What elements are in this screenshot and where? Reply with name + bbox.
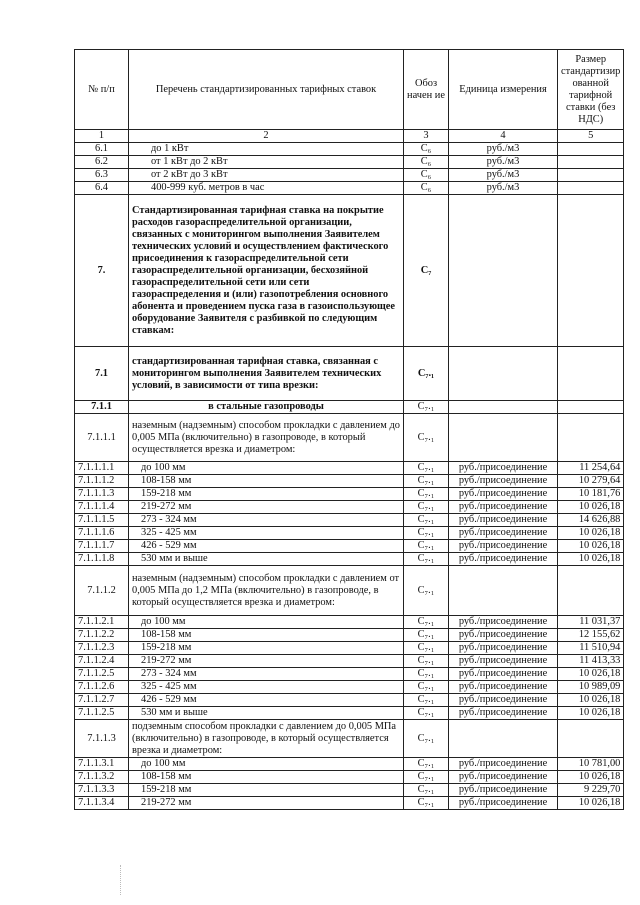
- row-unit: [449, 720, 558, 758]
- row-description: до 100 мм: [129, 462, 404, 475]
- table-row: [75, 553, 624, 566]
- row-number: 7.1.1.2.7: [75, 694, 129, 707]
- table-row: [75, 347, 624, 401]
- row-rate: 10 026,18: [558, 771, 624, 784]
- row-description: 159-218 мм: [129, 488, 404, 501]
- row-number: 7.1.1.3.2: [75, 771, 129, 784]
- row-unit: [449, 414, 558, 462]
- row-rate: 11 031,37: [558, 616, 624, 629]
- row-rate: 10 026,18: [558, 797, 624, 810]
- header-name: Перечень стандартизированных тарифных ставок: [129, 50, 404, 130]
- row-unit: руб./присоединение: [449, 668, 558, 681]
- header-code: Обоз начен ие: [404, 50, 449, 130]
- row-number: 7.1: [75, 347, 129, 401]
- margin-mark: [120, 865, 122, 895]
- table-row: [75, 616, 624, 629]
- table-row: [75, 642, 624, 655]
- row-unit: руб./присоединение: [449, 475, 558, 488]
- numbering-cell: 2: [129, 130, 404, 143]
- table-row: [75, 143, 624, 156]
- row-unit: руб./м3: [449, 182, 558, 195]
- row-number: 7.1.1.2.3: [75, 642, 129, 655]
- table-row: [75, 527, 624, 540]
- table-row: [75, 566, 624, 616]
- row-code: C₇.₁: [404, 720, 449, 758]
- row-number: 6.3: [75, 169, 129, 182]
- row-description: 219-272 мм: [129, 797, 404, 810]
- table-row: [75, 694, 624, 707]
- row-code: C₇.₁: [404, 681, 449, 694]
- table-row: [75, 182, 624, 195]
- row-rate: 10 026,18: [558, 540, 624, 553]
- row-rate: 10 181,76: [558, 488, 624, 501]
- row-unit: руб./присоединение: [449, 707, 558, 720]
- row-description: 530 мм и выше: [129, 707, 404, 720]
- row-number: 7.1.1.1.3: [75, 488, 129, 501]
- row-rate: [558, 156, 624, 169]
- row-number: 7.: [75, 195, 129, 347]
- row-unit: руб./присоединение: [449, 771, 558, 784]
- row-rate: [558, 720, 624, 758]
- row-unit: руб./присоединение: [449, 797, 558, 810]
- row-description: 400-999 куб. метров в час: [129, 182, 404, 195]
- row-number: 6.4: [75, 182, 129, 195]
- table-row: [75, 462, 624, 475]
- row-number: 7.1.1.1.4: [75, 501, 129, 514]
- row-unit: руб./присоединение: [449, 629, 558, 642]
- row-unit: руб./присоединение: [449, 758, 558, 771]
- numbering-cell: 3: [404, 130, 449, 143]
- row-description: до 100 мм: [129, 616, 404, 629]
- row-code: C₇.₁: [404, 514, 449, 527]
- table-row: [75, 514, 624, 527]
- numbering-cell: 4: [449, 130, 558, 143]
- row-code: C₇.₁: [404, 475, 449, 488]
- row-description: 108-158 мм: [129, 771, 404, 784]
- row-number: 7.1.1.1.8: [75, 553, 129, 566]
- row-number: 7.1.1.1.6: [75, 527, 129, 540]
- row-description: 159-218 мм: [129, 642, 404, 655]
- row-rate: 10 781,00: [558, 758, 624, 771]
- row-number: 6.1: [75, 143, 129, 156]
- table-row: [75, 758, 624, 771]
- row-description: 426 - 529 мм: [129, 694, 404, 707]
- row-unit: [449, 195, 558, 347]
- row-rate: [558, 414, 624, 462]
- row-unit: руб./присоединение: [449, 553, 558, 566]
- row-code: C₇.₁: [404, 501, 449, 514]
- row-unit: руб./присоединение: [449, 501, 558, 514]
- row-rate: 14 626,88: [558, 514, 624, 527]
- header-rate: Размер стандартизир ованной тарифной ставки (без НДС): [558, 50, 624, 130]
- row-rate: [558, 143, 624, 156]
- row-rate: [558, 195, 624, 347]
- row-description: от 2 кВт до 3 кВт: [129, 169, 404, 182]
- row-number: 7.1.1.1.1: [75, 462, 129, 475]
- table-row: [75, 488, 624, 501]
- row-number: 7.1.1.1.7: [75, 540, 129, 553]
- table-row: [75, 771, 624, 784]
- table-row: [75, 784, 624, 797]
- row-code: C₇: [404, 195, 449, 347]
- row-unit: руб./присоединение: [449, 655, 558, 668]
- row-unit: руб./м3: [449, 169, 558, 182]
- table-header-row: [75, 50, 624, 130]
- row-description: Стандартизированная тарифная ставка на покрытие расходов газораспределительной организации, связанных с мониторингом выполнения Заявителем технических условий и осуществлением фактического присоединения к газораспределительной сети газораспределительной организации, бесхозяйной газораспределительной сети или сети газораспределения и (или) газопотребления основного абонента и проведением пуска газа в газоиспользующее оборудование Заявителя с разбивкой по следующим ставкам:: [129, 195, 404, 347]
- row-code: C₇.₁: [404, 566, 449, 616]
- row-code: C₇.₁: [404, 540, 449, 553]
- row-number: 7.1.1.2.6: [75, 681, 129, 694]
- row-number: 7.1.1.2: [75, 566, 129, 616]
- row-number: 7.1.1.1.2: [75, 475, 129, 488]
- row-unit: руб./присоединение: [449, 488, 558, 501]
- row-description: наземным (надземным) способом прокладки с давлением до 0,005 МПа (включительно) в газопроводе, в который осуществляется врезка и диаметром:: [129, 414, 404, 462]
- row-rate: 9 229,70: [558, 784, 624, 797]
- row-rate: [558, 169, 624, 182]
- row-unit: [449, 401, 558, 414]
- row-rate: 10 026,18: [558, 668, 624, 681]
- row-description: от 1 кВт до 2 кВт: [129, 156, 404, 169]
- table-row: [75, 655, 624, 668]
- row-code: C₇.₁: [404, 488, 449, 501]
- row-code: C₇.₁: [404, 758, 449, 771]
- table-row: [75, 501, 624, 514]
- tariff-table: [74, 49, 624, 810]
- row-description: 426 - 529 мм: [129, 540, 404, 553]
- row-rate: [558, 182, 624, 195]
- row-rate: 10 026,18: [558, 707, 624, 720]
- row-code: C₇.₁: [404, 347, 449, 401]
- row-unit: [449, 347, 558, 401]
- row-unit: руб./присоединение: [449, 784, 558, 797]
- row-unit: [449, 566, 558, 616]
- row-unit: руб./присоединение: [449, 616, 558, 629]
- row-number: 7.1.1: [75, 401, 129, 414]
- row-number: 7.1.1.3.1: [75, 758, 129, 771]
- row-description: 530 мм и выше: [129, 553, 404, 566]
- row-rate: 11 510,94: [558, 642, 624, 655]
- table-row: [75, 156, 624, 169]
- row-description: до 100 мм: [129, 758, 404, 771]
- row-description: стандартизированная тарифная ставка, связанная с мониторингом выполнения Заявителем технических условий, в зависимости от типа врезки:: [129, 347, 404, 401]
- row-description: 325 - 425 мм: [129, 527, 404, 540]
- row-code: C₇.₁: [404, 694, 449, 707]
- row-description: 219-272 мм: [129, 655, 404, 668]
- table-row: [75, 475, 624, 488]
- row-rate: [558, 566, 624, 616]
- row-code: C₆: [404, 182, 449, 195]
- row-code: C₇.₁: [404, 784, 449, 797]
- row-rate: 11 254,64: [558, 462, 624, 475]
- row-code: C₇.₁: [404, 553, 449, 566]
- row-code: C₇.₁: [404, 401, 449, 414]
- row-rate: 12 155,62: [558, 629, 624, 642]
- row-number: 7.1.1.1: [75, 414, 129, 462]
- row-unit: руб./м3: [449, 156, 558, 169]
- row-description: 273 - 324 мм: [129, 668, 404, 681]
- row-code: C₆: [404, 156, 449, 169]
- row-number: 7.1.1.2.4: [75, 655, 129, 668]
- row-number: 7.1.1.2.5: [75, 668, 129, 681]
- row-description: 159-218 мм: [129, 784, 404, 797]
- table-row: [75, 668, 624, 681]
- row-code: C₇.₁: [404, 462, 449, 475]
- row-number: 7.1.1.3.3: [75, 784, 129, 797]
- row-number: 7.1.1.1.5: [75, 514, 129, 527]
- row-code: C₇.₁: [404, 414, 449, 462]
- row-unit: руб./присоединение: [449, 527, 558, 540]
- row-number: 7.1.1.3.4: [75, 797, 129, 810]
- row-number: 6.2: [75, 156, 129, 169]
- row-rate: 10 279,64: [558, 475, 624, 488]
- numbering-row: [75, 130, 624, 143]
- row-code: C₆: [404, 169, 449, 182]
- row-unit: руб./присоединение: [449, 681, 558, 694]
- row-number: 7.1.1.2.5: [75, 707, 129, 720]
- row-code: C₇.₁: [404, 629, 449, 642]
- row-rate: [558, 347, 624, 401]
- table-row: [75, 797, 624, 810]
- table-row: [75, 629, 624, 642]
- row-code: C₇.₁: [404, 668, 449, 681]
- header-unit: Единица измерения: [449, 50, 558, 130]
- row-description: в стальные газопроводы: [129, 401, 404, 414]
- row-code: C₇.₁: [404, 527, 449, 540]
- table-row: [75, 169, 624, 182]
- row-number: 7.1.1.2.1: [75, 616, 129, 629]
- row-unit: руб./присоединение: [449, 694, 558, 707]
- table-row: [75, 195, 624, 347]
- row-rate: 10 026,18: [558, 553, 624, 566]
- row-unit: руб./м3: [449, 143, 558, 156]
- row-description: наземным (надземным) способом прокладки с давлением от 0,005 МПа до 1,2 МПа (включительно) в газопроводе, в который осуществляется врезка и диаметром:: [129, 566, 404, 616]
- row-description: подземным способом прокладки с давлением до 0,005 МПа (включительно) в газопроводе, в который осуществляется врезка и диаметром:: [129, 720, 404, 758]
- table-row: [75, 540, 624, 553]
- row-description: 325 - 425 мм: [129, 681, 404, 694]
- row-unit: руб./присоединение: [449, 462, 558, 475]
- numbering-cell: 1: [75, 130, 129, 143]
- row-rate: 10 026,18: [558, 501, 624, 514]
- row-rate: 10 026,18: [558, 694, 624, 707]
- row-description: 108-158 мм: [129, 629, 404, 642]
- row-number: 7.1.1.3: [75, 720, 129, 758]
- row-description: 273 - 324 мм: [129, 514, 404, 527]
- table-row: [75, 681, 624, 694]
- row-unit: руб./присоединение: [449, 642, 558, 655]
- row-rate: 10 989,09: [558, 681, 624, 694]
- row-unit: руб./присоединение: [449, 540, 558, 553]
- header-no: № п/п: [75, 50, 129, 130]
- row-unit: руб./присоединение: [449, 514, 558, 527]
- row-code: C₇.₁: [404, 771, 449, 784]
- table-row: [75, 720, 624, 758]
- row-code: C₇.₁: [404, 642, 449, 655]
- row-code: C₇.₁: [404, 797, 449, 810]
- row-rate: [558, 401, 624, 414]
- row-rate: 11 413,33: [558, 655, 624, 668]
- row-description: 219-272 мм: [129, 501, 404, 514]
- numbering-cell: 5: [558, 130, 624, 143]
- table-row: [75, 707, 624, 720]
- row-code: C₆: [404, 143, 449, 156]
- row-number: 7.1.1.2.2: [75, 629, 129, 642]
- row-description: до 1 кВт: [129, 143, 404, 156]
- row-code: C₇.₁: [404, 655, 449, 668]
- row-code: C₇.₁: [404, 707, 449, 720]
- row-code: C₇.₁: [404, 616, 449, 629]
- table-row: [75, 414, 624, 462]
- table-row: [75, 401, 624, 414]
- row-rate: 10 026,18: [558, 527, 624, 540]
- row-description: 108-158 мм: [129, 475, 404, 488]
